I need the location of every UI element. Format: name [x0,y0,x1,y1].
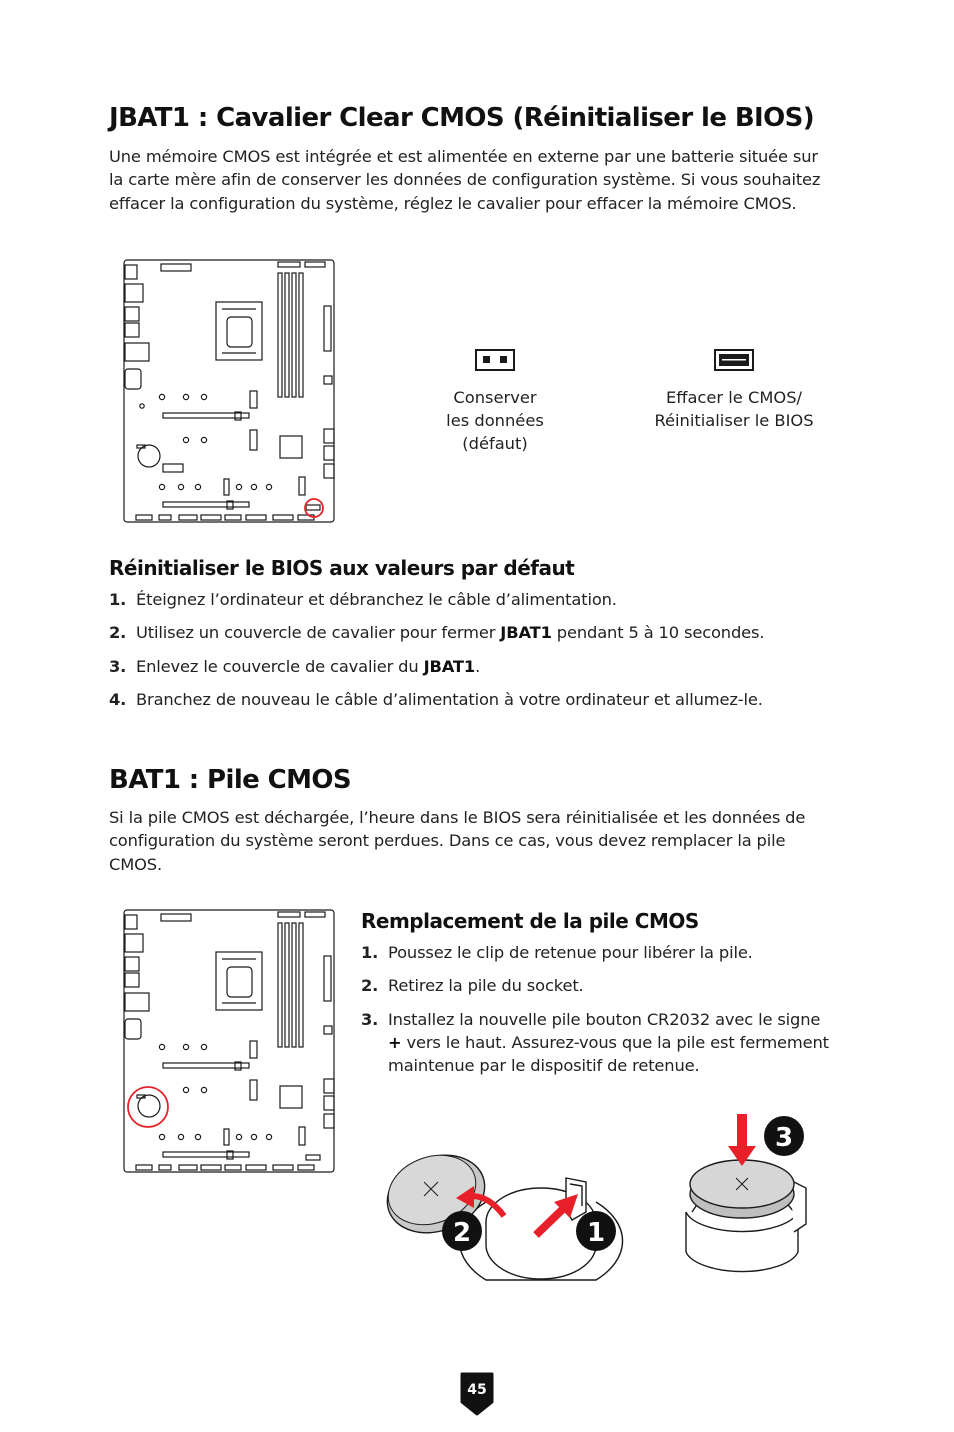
jumper-keep-icon [475,349,515,371]
jumper-clear-icon [714,349,754,371]
list-item: 2. Retirez la pile du socket. [361,976,584,996]
jumper-clear-caption: Effacer le CMOS/ Réinitialiser le BIOS [654,388,814,430]
page-number: 45 [467,1382,487,1398]
list-item: 4. Branchez de nouveau le câble d’alimentation à votre ordinateur et allumez-le. [109,689,763,709]
jbat1-intro: Une mémoire CMOS est intégrée et est alimentée en externe par une batterie située sur la carte mère afin de conserver les données de configuration système. Si vous souhaitez effacer la configuration du système, réglez le cavalier pour effacer la mémoire CMOS. [109,147,821,213]
jumper-keep-caption: Conserver les données (défaut) [446,388,544,453]
section-title-bat1: BAT1 : Pile CMOS [109,765,351,795]
step-marker-2: 2 [452,1218,472,1248]
section-title-jbat1: JBAT1 : Cavalier Clear CMOS (Réinitialiser le BIOS) [109,103,815,133]
motherboard-diagram-bat1 [123,909,335,1173]
step-marker-3: 3 [774,1123,794,1153]
list-item: 3. Installez la nouvelle pile bouton CR2032 avec le signe + vers le haut. Assurez-vous que la pile est fermement maintenue par le dispositif de retenue. [361,1009,829,1076]
reset-bios-steps [109,588,849,711]
page-number-badge [458,1372,496,1416]
list-item: 1. Poussez le clip de retenue pour libérer la pile. [361,943,753,962]
list-item: 2. Utilisez un couvercle de cavalier pour fermer JBAT1 pendant 5 à 10 secondes. [109,623,765,643]
list-item: 3. Enlevez le couvercle de cavalier du JBAT1. [109,656,481,676]
step-marker-1: 1 [586,1218,606,1248]
bat1-intro: Si la pile CMOS est déchargée, l’heure dans le BIOS sera réinitialisée et les données de configuration du système seront perdues. Dans ce cas, vous devez remplacer la pile CMOS. [109,808,806,874]
list-item: 1. Éteignez l’ordinateur et débranchez le câble d’alimentation. [109,590,617,609]
battery-removal-illustration [386,1140,626,1280]
replace-battery-heading: Remplacement de la pile CMOS [361,909,699,933]
reset-bios-heading: Réinitialiser le BIOS aux valeurs par défaut [109,556,575,580]
battery-install-illustration [684,1112,834,1282]
replace-battery-steps [361,941,831,1077]
motherboard-diagram-jbat1 [123,259,335,523]
